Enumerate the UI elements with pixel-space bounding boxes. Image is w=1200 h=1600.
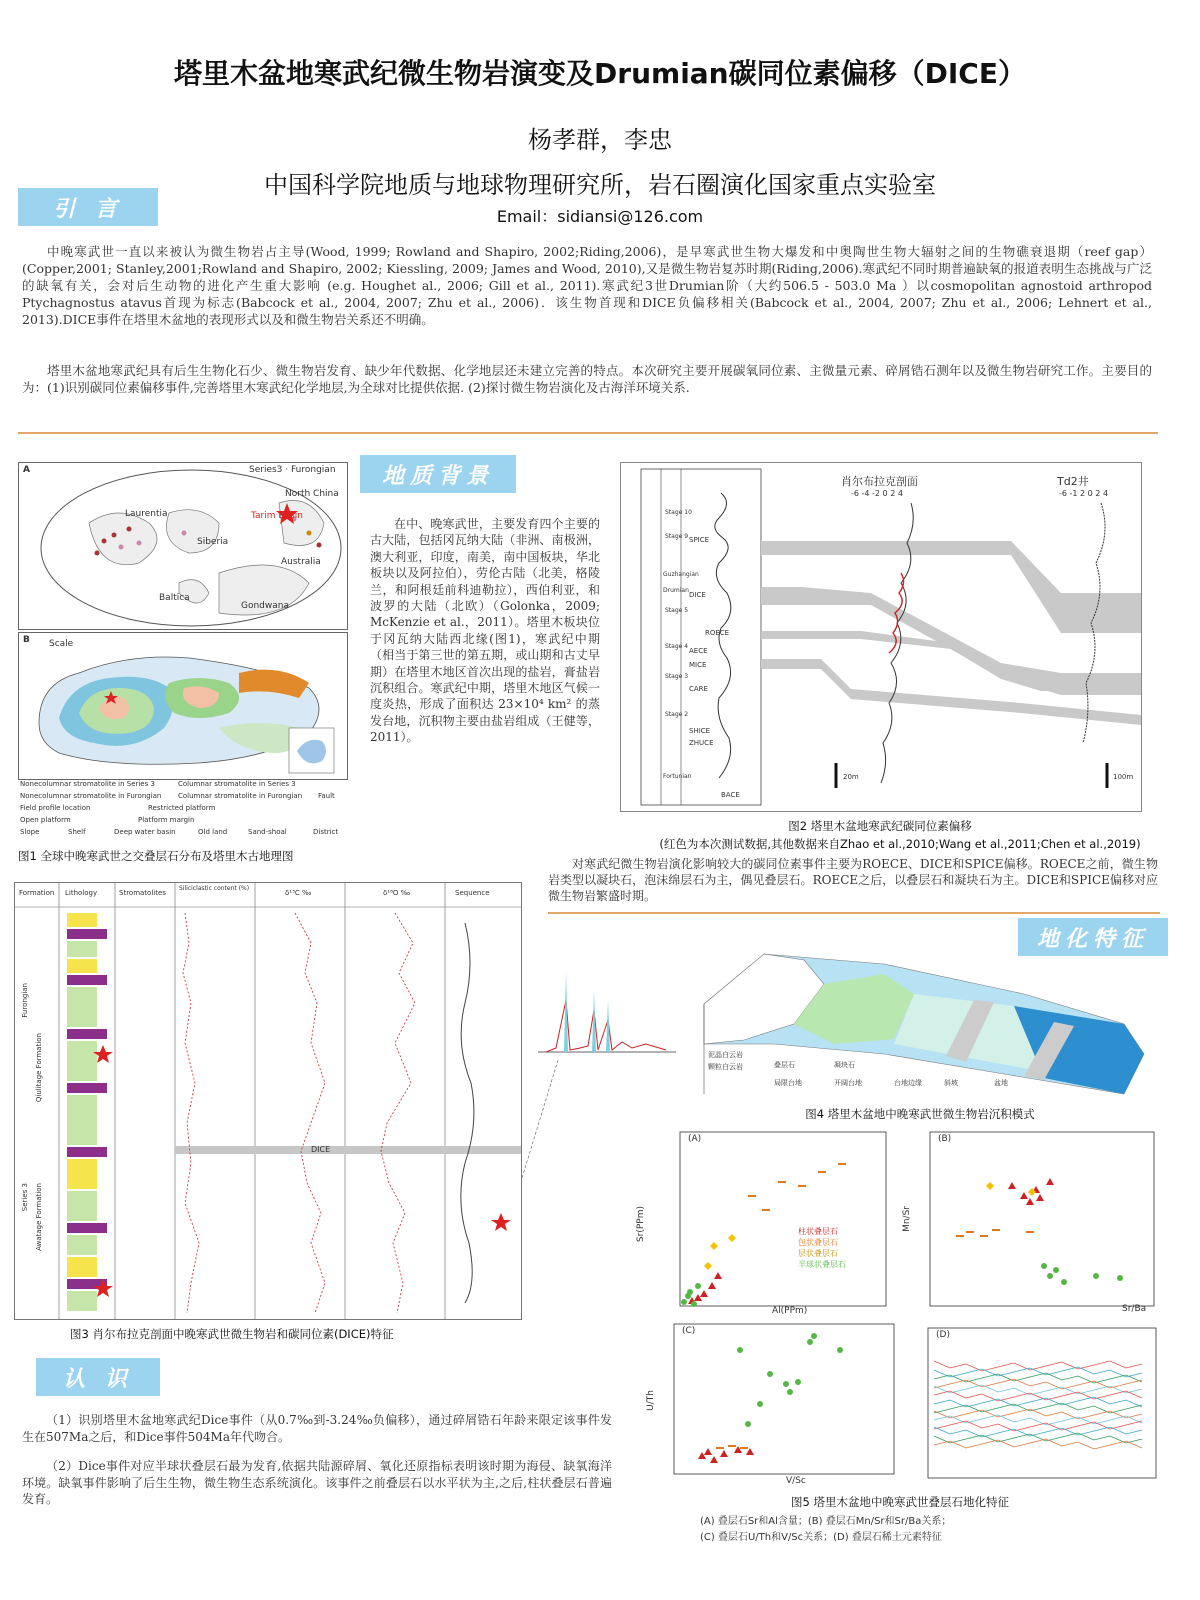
fig5c-point-hemispherical [811, 1333, 817, 1339]
fig5d-label: (D) [936, 1330, 950, 1340]
poster-title: 塔里木盆地寒武纪微生物岩演变及Drumian碳同位素偏移（DICE） [174, 57, 1026, 90]
fig2-caption: 图2 塔里木盆地寒武纪碳同位素偏移 [788, 819, 972, 833]
fig1-label-north-china: North China [285, 489, 339, 499]
fig5-caption: 图5 塔里木盆地中晚寒武世叠层石地化特征 [791, 1495, 1009, 1509]
fig3-col-sequence: Sequence [455, 889, 490, 897]
fig5d-ree-line [934, 1409, 1142, 1419]
fig3-formation-qiulitage: Qiulitage Formation [35, 1033, 43, 1103]
fig1-legend-1: Columnar stromatolite in Series 3 [178, 780, 296, 788]
fig1-label-laurentia: Laurentia [125, 509, 168, 519]
fig1-legend-9: Slope [20, 828, 40, 836]
fig1-scale-label: Scale [49, 639, 74, 649]
fig5b-point-layered [956, 1235, 964, 1237]
fig5a-point-layered [762, 1209, 770, 1211]
fig5b-point-hemispherical [1053, 1267, 1059, 1273]
fig5-legend-0: 柱状叠层石 [798, 1227, 838, 1236]
email: Email：sidiansi@126.com [496, 207, 704, 226]
fig2-event-mice: MICE [689, 661, 707, 669]
fig1-legend-11: Deep water basin [114, 828, 176, 836]
fig5a-point-domal [710, 1242, 718, 1250]
fig2-stage-guzhangian: Guzhangian [663, 571, 699, 578]
fig5-subcaption-1: (A) 叠层石Sr和Al含量；(B) 叠层石Mn/Sr和Sr/Ba关系； [700, 1516, 952, 1527]
fig2-stage-10: Stage 10 [665, 509, 692, 516]
fig5b-ylabel: Mn/Sr [902, 1206, 912, 1232]
fig5-panel-d [914, 1326, 1160, 1488]
fig5b-point-layered [1026, 1231, 1034, 1233]
fig1-legend-12: Old land [198, 828, 228, 836]
fig5a-point-domal [704, 1262, 712, 1270]
fig5b-point-columnar [1020, 1192, 1028, 1199]
fig2-stage-drumian: Drumian [663, 587, 689, 594]
fig5a-point-columnar [714, 1272, 722, 1279]
fig1-label-tarim: Tarim Basin [251, 511, 303, 521]
fig5b-point-domal [986, 1182, 994, 1190]
fig5a-point-columnar [700, 1290, 708, 1297]
fig5-panel-c [640, 1320, 900, 1490]
fig5-panel-a [632, 1126, 892, 1314]
fig5d-ree-line [934, 1379, 1142, 1389]
fig4-legend-0: 泥晶白云岩 [708, 1051, 743, 1059]
fig5c-label: (C) [682, 1326, 696, 1336]
fig5b-point-columnar [1008, 1182, 1016, 1189]
fig2-event-spice: SPICE [689, 536, 710, 544]
section-tag-conclusion: 认 识 [36, 1358, 160, 1396]
fig2-chart [620, 462, 1142, 812]
fig1-legend-7: Open platform [20, 816, 71, 824]
fig5d-ree-line [934, 1433, 1142, 1443]
fig3-formation-series3: Series 3 [21, 1183, 29, 1212]
fig2-event-shice: SHICE [689, 727, 711, 735]
fig3-formation-furongian: Furongian [21, 983, 29, 1018]
fig5b-point-hemispherical [1061, 1279, 1067, 1285]
fig5c-point-hemispherical [783, 1381, 789, 1387]
fig5c-point-hemispherical [737, 1347, 743, 1353]
fig5c-point-columnar [710, 1456, 718, 1463]
fig5d-ree-line [934, 1373, 1142, 1383]
conclusion-paragraph-2: （2）Dice事件对应半球状叠层石最为发育,依据共陆源碎屑、氧化还原指标表明该时期为海侵、缺氧海洋环境。缺氧事件影响了后生生物，微生物生态系统演化。该事件之前叠层石以水平状为主,之后,柱状叠层石普遍发育。 [22, 1459, 612, 1506]
conclusion-paragraph-1: （1）识别塔里木盆地寒武纪Dice事件（从0.7‰到-3.24‰负偏移），通过碎屑锆石年龄来限定该事件发生在507Ma之后，和Dice事件504Ma年代吻合。 [22, 1413, 612, 1444]
fig1-label-australia: Australia [281, 557, 321, 567]
fig2-profile-label: 肖尔布拉克剖面 [841, 475, 918, 488]
fig3-col-stromatolites: Stromatolites [119, 889, 166, 897]
fig3-col-siliciclastic: Siliciclastic content (%) [179, 885, 250, 892]
fig4-legend-1: 颗粒白云岩 [708, 1063, 743, 1071]
fig1-legend-6: Restricted platform [148, 804, 216, 812]
fig5b-point-columnar [1036, 1194, 1044, 1201]
fig5c-point-hemispherical [767, 1371, 773, 1377]
fig5a-legend [798, 1226, 846, 1270]
fig5c-point-layered [716, 1447, 724, 1449]
fig2-stage-3: Stage 3 [665, 673, 689, 680]
fig4-legend-6: 台地边缘 [894, 1079, 922, 1087]
fig5b-point-layered [980, 1235, 988, 1237]
fig5c-point-columnar [704, 1448, 712, 1455]
fig2-event-care: CARE [689, 685, 708, 693]
fig4-legend-3: 凝块石 [834, 1061, 855, 1069]
fig1-panel-a [18, 462, 348, 630]
fig5b-point-hemispherical [1117, 1275, 1123, 1281]
section-tag-background: 地质背景 [360, 455, 516, 493]
fig1-legend-3: Columnar stromatolite in Furongian [178, 792, 303, 800]
fig3-col-d13c: δ¹³C ‰ [285, 889, 312, 897]
fig1-legend-5: Field profile location [20, 804, 91, 812]
fig1-legend-13: Sand-shoal [248, 828, 287, 836]
fig5b-point-layered [992, 1229, 1000, 1231]
fig5c-point-hemispherical [795, 1379, 801, 1385]
fig5a-ylabel: Sr(PPm) [636, 1206, 646, 1243]
fig5c-point-columnar [720, 1450, 728, 1457]
fig5c-point-layered [740, 1447, 748, 1449]
fig3-col-formation: Formation [19, 889, 55, 897]
fig5a-xlabel: Al(PPm) [772, 1306, 808, 1316]
fig5b-point-hemispherical [1093, 1273, 1099, 1279]
fig1-legend-10: Shelf [68, 828, 86, 836]
fig4-caption: 图4 塔里木盆地中晚寒武世微生物岩沉积模式 [805, 1107, 1035, 1121]
fig2-stage-5: Stage 5 [665, 607, 689, 614]
fig5b-point-columnar [1046, 1178, 1054, 1185]
divider-right [548, 912, 1160, 914]
fig5a-point-columnar [708, 1282, 716, 1289]
fig1-legend-4: Fault [318, 792, 335, 800]
fig5a-point-layered [778, 1181, 786, 1183]
fig2-event-aece: AECE [689, 647, 708, 655]
divider-top [18, 432, 1158, 434]
fig5c-point-hemispherical [837, 1347, 843, 1353]
fig2-stage-2: Stage 2 [665, 711, 689, 718]
fig2-stage-4: Stage 4 [665, 643, 689, 650]
fig5a-point-domal [728, 1234, 736, 1242]
fig2-event-bace: BACE [721, 791, 740, 799]
fig5c-point-hemispherical [787, 1389, 793, 1395]
fig2-well-label: Td2井 [1057, 475, 1089, 488]
fig1-legend-0: Nonecolumnar stromatolite in Series 3 [20, 780, 155, 788]
fig3-chart [14, 882, 522, 1320]
background-text: 在中、晚寒武世，主要发育四个主要的古大陆，包括冈瓦纳大陆（非洲、南极洲，澳大利亚，印度，南美，南中国板块，华北板块以及阿拉伯），劳伦古陆（北美，格陵兰，和阿根廷前科迪勒拉），西伯利亚，和波罗的大陆（北欧）（Golonka，2009; McKenzie et al.，2011）。塔里木板块位于冈瓦纳大陆西北缘(图1)，寒武纪中期（相当于第三世的第五期，或山期和古丈早期）在塔里木地区首次出现的盐岩，膏盐岩沉积组合。寒武纪中期，塔里木地区气候一度炎热，形成了面积达 23×10⁴ km² 的蒸发台地，沉积物主要由盐岩组成（王健等，2011）。 [370, 517, 600, 745]
fig2-caption-source: (红色为本次测试数据,其他数据来自Zhao et al.,2010;Wang et al.,2011;Chen et al.,2019) [659, 837, 1141, 851]
intro-paragraph-1: 中晚寒武世一直以来被认为微生物岩占主导(Wood, 1999; Rowland and Shapiro, 2002;Riding,2006)，是早寒武世生物大爆发和中奥陶世生物大辐射之间的生物礁衰退期（reef gap）(Copper,2001; Stanley,2001;Rowland and Shapiro, 2002; Kiessling, 2009; James and Wood, 2010),又是微生物岩复苏时期(Riding,2006).寒武纪不同时期普遍缺氧的报道表明生态挑战与广泛的缺氧有关，会对后生动物的进化产生重大影响 (e.g. Houghet al., 2006; Gill et al., 2011).寒武纪3世Drumian阶（大约506.5 - 503.0 Ma ）以cosmopolitan agnostoid arthropod Ptychagnostus atavus首现为标志(Babcock et al., 2004, 2007; Zhu et al., 2006)．该生物首现和DICE负偏移相关(Babcock et al., 2004, 2007; Zhu et al., 2006; Lehnert et al., 2013).DICE事件在塔里木盆地的表现形式以及和微生物岩关系还不明确。 [22, 244, 1152, 327]
fig3-col-d18o: δ¹⁸O ‰ [383, 889, 411, 897]
fig5a-point-layered [798, 1185, 806, 1187]
fig4-legend-5: 开阔台地 [834, 1079, 862, 1087]
section-tag-geochem: 地化特征 [1018, 918, 1168, 956]
fig5c-point-layered [728, 1445, 736, 1447]
fig1-legend-2: Nonecolumnar stromatolite in Furongian [20, 792, 162, 800]
fig5a-label: (A) [688, 1134, 702, 1144]
fig2-description: 对寒武纪微生物岩演化影响较大的碳同位素事件主要为ROECE、DICE和SPICE偏移。ROECE之前，微生物岩类型以凝块石，泡沫绵层石为主，偶见叠层石。ROECE之后，以叠层石和凝块石为主。DICE和SPICE偏移对应微生物岩繁盛时期。 [548, 857, 1158, 903]
fig2-event-roece: ROECE [705, 629, 730, 637]
fig3-col-lithology: Lithology [65, 889, 98, 897]
fig5a-point-hemispherical [691, 1301, 697, 1307]
fig5d-ree-line [934, 1385, 1142, 1395]
fig5-legend-2: 层状叠层石 [798, 1249, 838, 1258]
authors: 杨孝群，李忠 [528, 126, 672, 154]
fig5b-xlabel: Sr/Ba [1122, 1304, 1147, 1314]
fig5b-point-layered [966, 1231, 974, 1233]
fig5a-point-hemispherical [681, 1299, 687, 1305]
fig5d-ree-line [934, 1391, 1142, 1401]
fig5-legend-1: 包状叠层石 [798, 1238, 838, 1247]
fig5a-point-layered [838, 1163, 846, 1165]
fig5a-point-hemispherical [695, 1283, 701, 1289]
fig4-legend-2: 叠层石 [774, 1061, 795, 1069]
fig5a-point-hemispherical [687, 1289, 693, 1295]
fig2-event-zhuce: ZHUCE [689, 739, 714, 747]
fig1-panel-b [18, 632, 348, 780]
fig1-panel-a-label: A [23, 465, 30, 475]
fig1-legend [18, 780, 358, 842]
fig3-dice-label: DICE [311, 1145, 331, 1154]
fig5c-ylabel: U/Th [646, 1390, 656, 1411]
fig2-axis1: -6 -4 -2 0 2 4 [851, 489, 903, 498]
fig3-inset-spectrum [536, 960, 678, 1060]
fig5a-point-columnar [694, 1294, 702, 1301]
fig1-caption: 图1 全球中晚寒武世之交叠层石分布及塔里木古地理图 [18, 849, 294, 863]
fig3-formation-awatage: Awatage Formation [35, 1183, 43, 1251]
section-tag-intro: 引 言 [18, 188, 158, 226]
fig1-legend-8: Platform margin [138, 816, 195, 824]
fig2-stage-fortunian: Fortunian [663, 773, 692, 780]
fig5c-point-hemispherical [757, 1401, 763, 1407]
fig1-legend-14: District [313, 828, 339, 836]
fig4-model [684, 944, 1160, 1102]
fig5c-point-columnar [698, 1452, 706, 1459]
fig5b-label: (B) [938, 1134, 952, 1144]
fig5c-point-hemispherical [745, 1421, 751, 1427]
fig5d-ree-line [934, 1367, 1142, 1377]
fig1-panel-b-label: B [23, 635, 30, 645]
fig5c-point-hemispherical [807, 1339, 813, 1345]
fig5a-point-layered [748, 1195, 756, 1197]
fig2-event-dice: DICE [689, 591, 706, 599]
fig2-stage-9: Stage 9 [665, 533, 689, 540]
fig5c-xlabel: V/Sc [786, 1476, 806, 1486]
fig1-label-gondwana: Gondwana [241, 601, 289, 611]
fig2-scale-1: 20m [843, 773, 859, 781]
fig5c-point-columnar [746, 1448, 754, 1455]
fig1-series-label: Series3 · Furongian [249, 465, 336, 475]
inset-connector [520, 1060, 560, 1180]
fig5-subcaption-2: (C) 叠层石U/Th和V/Sc关系；(D) 叠层石稀土元素特征 [700, 1532, 942, 1543]
fig5-panel-b [900, 1126, 1160, 1314]
affiliation: 中国科学院地质与地球物理研究所，岩石圈演化国家重点实验室 [264, 171, 936, 199]
fig3-caption: 图3 肖尔布拉克剖面中晚寒武世微生物岩和碳同位素(DICE)特征 [70, 1327, 394, 1341]
fig4-legend-4: 局限台地 [774, 1079, 802, 1087]
fig5-legend-3: 半球状叠层石 [798, 1260, 846, 1269]
fig5b-point-columnar [1026, 1198, 1034, 1205]
fig5d-ree-line [934, 1439, 1142, 1449]
fig5b-point-hemispherical [1041, 1263, 1047, 1269]
fig4-legend-8: 盆地 [994, 1079, 1008, 1087]
fig1-label-siberia: Siberia [197, 537, 229, 547]
fig5a-point-layered [818, 1171, 826, 1173]
fig4-legend-7: 斜坡 [944, 1079, 958, 1087]
fig2-axis2: -6 -1 2 0 2 4 [1059, 489, 1109, 498]
fig5d-ree-line [934, 1415, 1142, 1425]
fig2-scale-2: 100m [1113, 773, 1134, 781]
intro-paragraph-2: 塔里木盆地寒武纪具有后生生物化石少、微生物岩发育、缺少年代数据、化学地层还未建立完善的特点。本次研究主要开展碳氧同位素、主微量元素、碎屑锆石测年以及微生物岩研究工作。主要目的为：(1)识别碳同位素偏移事件,完善塔里木寒武纪化学地层,为全球对比提供依据. (2)探讨微生物岩演化及古海洋环境关系. [22, 363, 1152, 395]
fig1-label-baltica: Baltica [159, 593, 190, 603]
fig5d-ree-line [934, 1361, 1142, 1371]
fig5b-point-hemispherical [1047, 1273, 1053, 1279]
